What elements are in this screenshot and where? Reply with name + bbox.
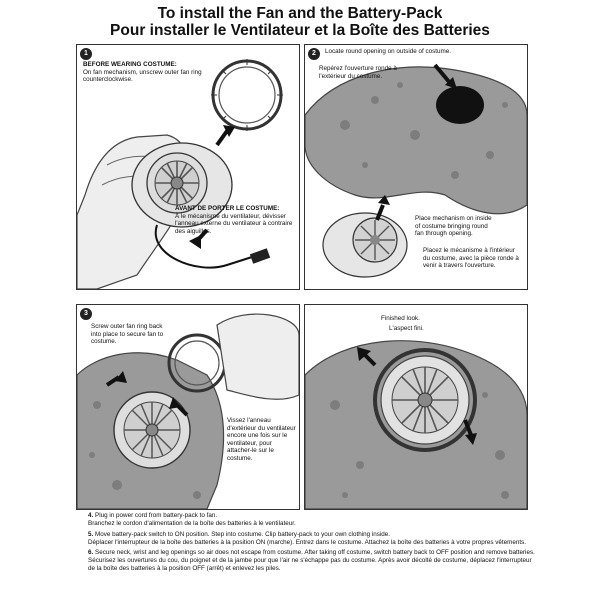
counterclockwise-arrow-icon	[217, 131, 227, 145]
panel-1-caption-fr	[175, 205, 295, 235]
step-6-number: 6.	[88, 549, 94, 557]
instruction-devisser-anneau: À le mécanisme du ventilateur, dévisser l'anneau externe du ventilateur à contraire des aiguilles.	[175, 212, 293, 235]
panel-3-caption-fr: Vissez l'anneau d'extérieur du ventilateur encore une fois sur le ventilateur, pour attacher-le sur le costume.	[227, 417, 296, 462]
panel-step-1	[76, 44, 300, 290]
panel-3-caption-en: Screw outer fan ring back into place to secure fan to costume.	[91, 323, 164, 346]
panel-4-caption-fr: L'aspect fini.	[389, 325, 424, 332]
fan-grille-icon	[114, 392, 190, 468]
heading-avant-de-porter: AVANT DE PORTER LE COSTUME:	[175, 205, 280, 212]
panel-step-3	[76, 304, 300, 510]
step-4-number: 4.	[88, 512, 94, 519]
heading-before-wearing: BEFORE WEARING COSTUME:	[83, 61, 177, 68]
panel-step-2	[304, 44, 528, 290]
title-english: To install the Fan and the Battery-Pack	[157, 5, 443, 22]
step-number-badge: 3	[80, 308, 92, 320]
step-4-english: Plug in power cord from battery-pack to fan.	[95, 512, 218, 519]
panel-1-caption-en	[83, 61, 223, 84]
step-5-english: Move battery-pack switch to ON position. Step into costume. Clip battery-pack to your own clothing inside.	[95, 530, 391, 538]
installed-fan-icon	[375, 350, 475, 450]
finished-costume-illustration	[305, 305, 527, 509]
step-6-english: Secure neck, wrist and leg openings so air does not escape from costume. After taking off costume, switch battery back to OFF position and remove batteries.	[95, 549, 535, 557]
step-4-french: Branchez le cordon d'alimentation de la boîte des batteries à le ventilateur.	[88, 519, 296, 527]
step-5-french: Déplacer l'interrupteur de la boîte des batteries à la position ON (marche). Entrez dans le costume. Attachez la boîte des batteries à votre propres vêtements.	[88, 538, 527, 546]
step-6-french: Sécurisez les ouvertures du cou, du poignet et de la jambe pour que l'air ne s'échappe pas du costume. Après avoir décolté de costume, déplacez l'interrupteur de la boîte des batteries à la position OFF (arrêt) et enlevez les piles.	[88, 557, 532, 573]
step-number-badge: 1	[80, 48, 92, 60]
title-french: Pour installer le Ventilateur et la Boîte des Batteries	[110, 22, 490, 39]
step-5	[88, 531, 538, 547]
panel-2-caption-fr-bottom: Placez le mécanisme à l'intérieur du costume, avec la pièce ronde à venir à travers l'ouverture.	[423, 247, 519, 270]
panel-2-caption-en-bottom: Place mechanism on inside of costume bringing round fan through opening.	[415, 215, 492, 238]
round-opening-icon	[436, 86, 484, 124]
fan-mechanism-icon	[323, 213, 407, 277]
panel-2-caption-en-top: Locate round opening on outside of costume.	[325, 48, 452, 55]
step-number-badge: 2	[308, 48, 320, 60]
panel-4-caption-en: Finished look.	[381, 315, 420, 322]
panel-finished-look	[304, 304, 528, 510]
step-5-number: 5.	[88, 530, 94, 538]
additional-steps	[88, 512, 538, 576]
step-4	[88, 512, 538, 528]
step-6	[88, 549, 538, 573]
instruction-unscrew-ring: On fan mechanism, unscrew outer fan ring counterclockwise.	[83, 68, 202, 84]
panel-2-caption-fr-top: Repérez l'ouverture ronde à l'extérieur du costume.	[319, 65, 397, 80]
